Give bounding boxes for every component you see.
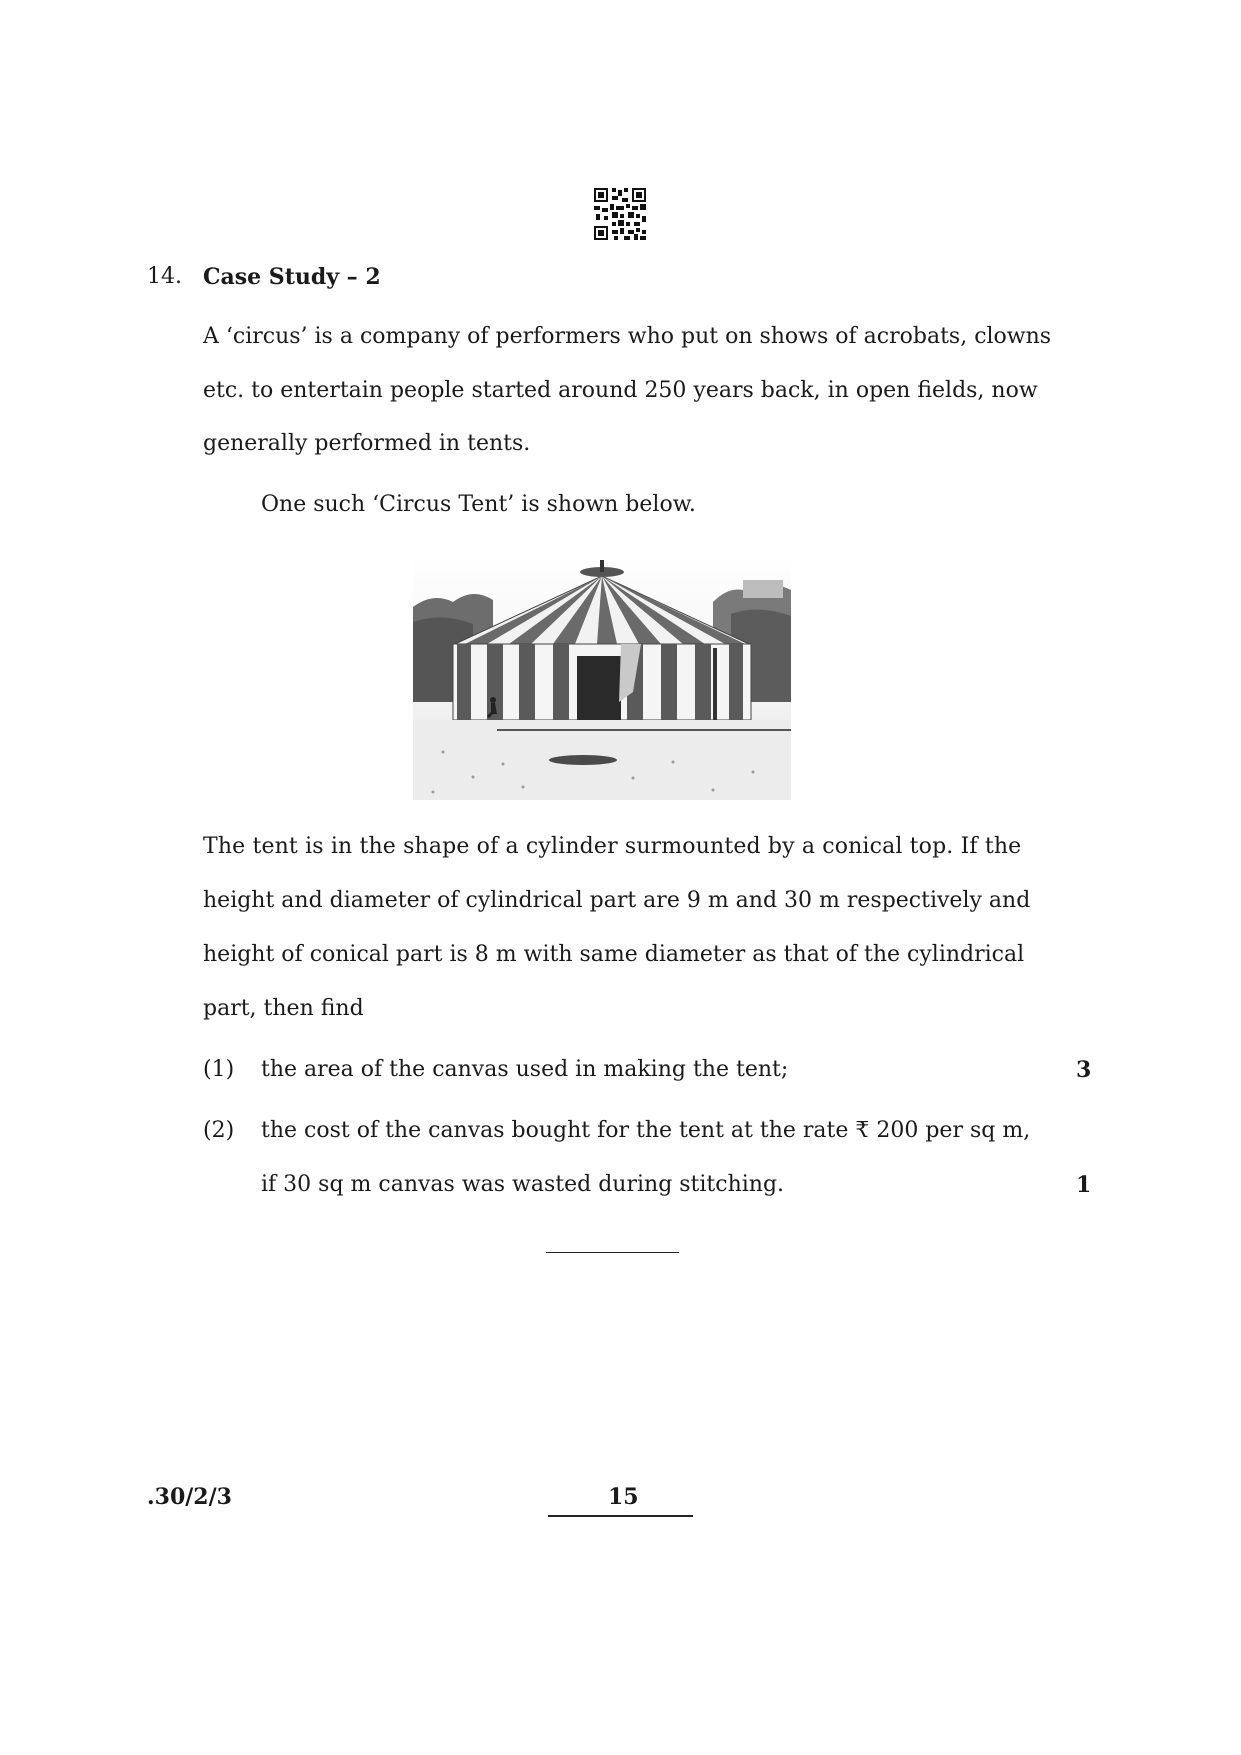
body-line: height of conical part is 8 m with same diameter as that of the cylindrical <box>203 942 1025 967</box>
intro-line: etc. to entertain people started around 250 years back, in open fields, now <box>203 378 1038 403</box>
intro-line: A ‘circus’ is a company of performers who put on shows of acrobats, clowns <box>203 324 1052 349</box>
subpart-marks: 3 <box>1076 1057 1092 1083</box>
footer-rule <box>548 1515 693 1517</box>
subpart-text: the cost of the canvas bought for the tent at the rate ₹ 200 per sq m, <box>261 1118 1031 1143</box>
qr-code-icon <box>594 188 646 240</box>
page-number: 15 <box>608 1484 639 1510</box>
body-line: The tent is in the shape of a cylinder surmounted by a conical top. If the <box>203 834 1022 859</box>
figure-intro: One such ‘Circus Tent’ is shown below. <box>261 492 696 517</box>
intro-line: generally performed in tents. <box>203 431 531 456</box>
circus-tent-photo <box>413 552 791 800</box>
question-title: Case Study – 2 <box>203 264 381 290</box>
subpart-text: if 30 sq m canvas was wasted during stitching. <box>261 1172 785 1197</box>
subpart-label: (2) <box>203 1118 235 1143</box>
section-end-rule <box>546 1252 679 1253</box>
body-line: part, then find <box>203 996 364 1021</box>
subpart-marks: 1 <box>1076 1172 1092 1198</box>
body-line: height and diameter of cylindrical part are 9 m and 30 m respectively and <box>203 888 1031 913</box>
subpart-text: the area of the canvas used in making the tent; <box>261 1057 789 1082</box>
paper-code: .30/2/3 <box>147 1484 232 1510</box>
question-number: 14. <box>147 264 182 289</box>
subpart-label: (1) <box>203 1057 235 1082</box>
